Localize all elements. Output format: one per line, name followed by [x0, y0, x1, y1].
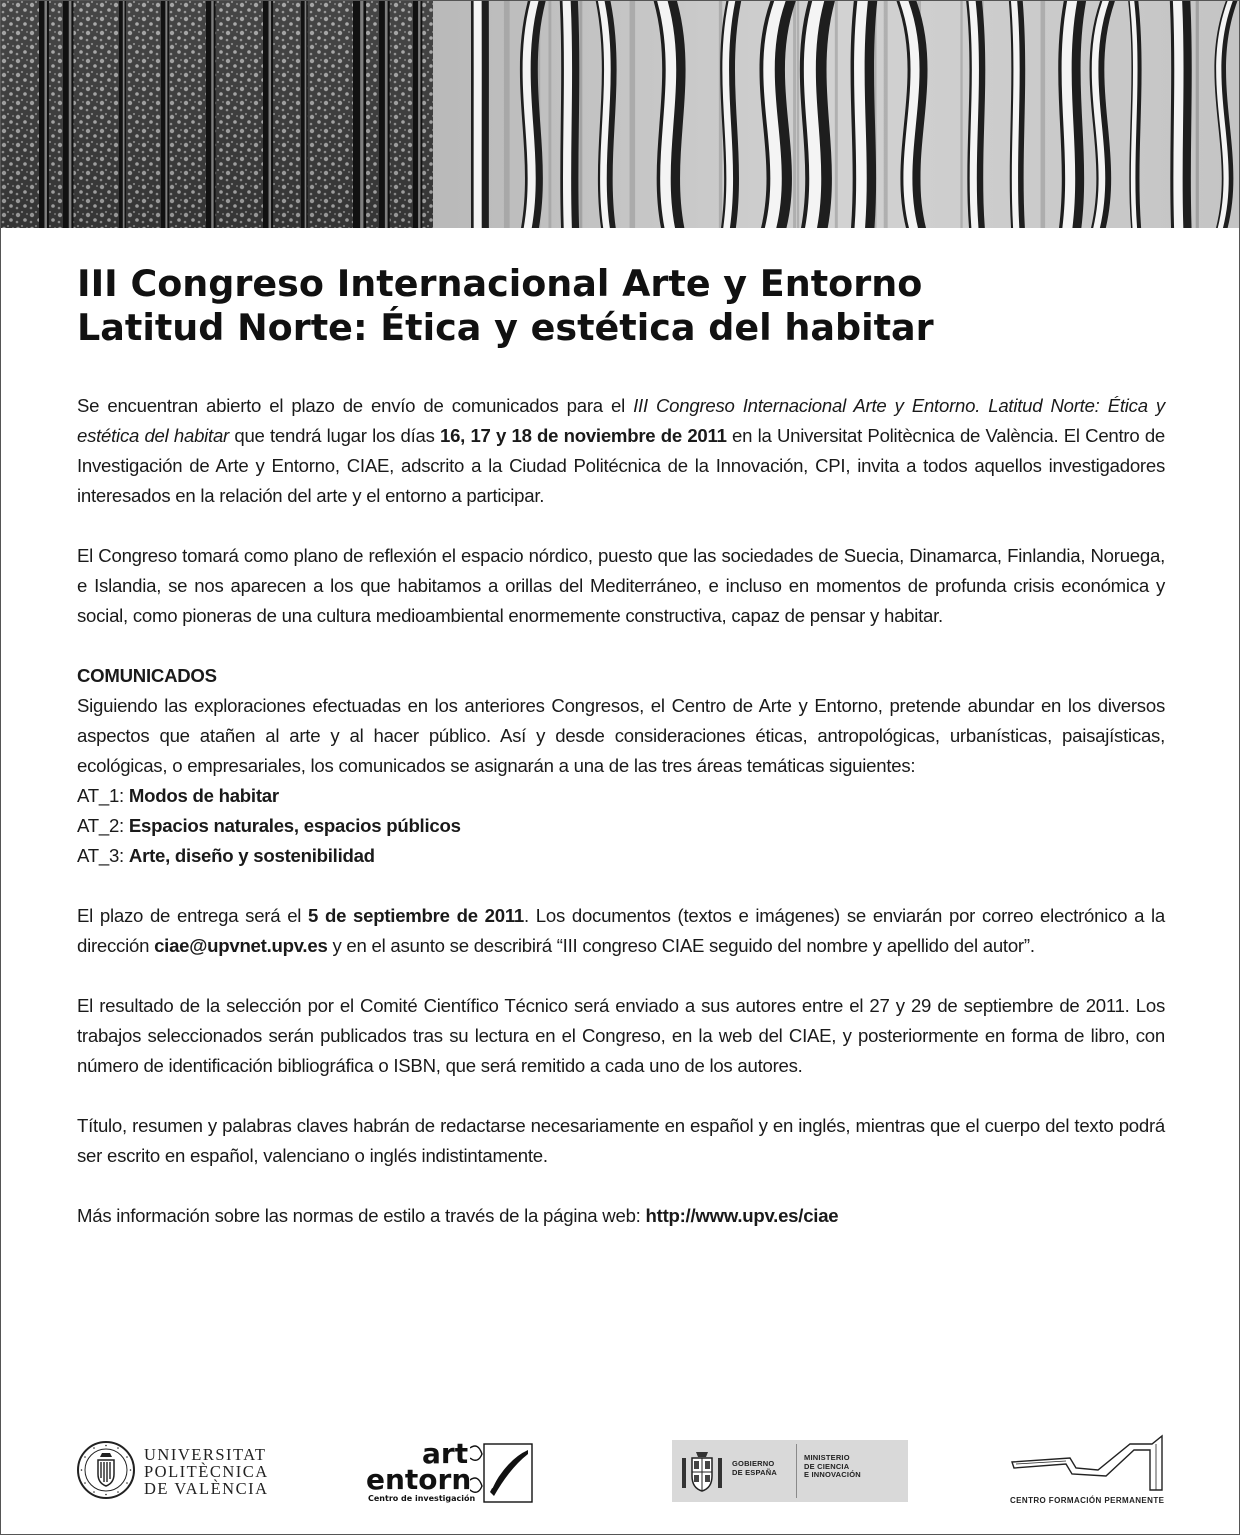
more-info-text: Más información sobre las normas de estilo a través de la página web:: [77, 1205, 646, 1226]
language-paragraph: Título, resumen y palabras claves habrán de redactarse necesariamente en español y en inglés, mientras que el cuerpo del texto podrá ser escrito en español, valenciano o inglés indistintamente.: [77, 1115, 1165, 1166]
intro-text-1: Se encuentran abierto el plazo de envío de comunicados para el: [77, 395, 634, 416]
area-name: Arte, diseño y sostenibilidad: [128, 845, 375, 866]
intro-text-3: en la Universitat Politècnica de València. El Centro de Investigación de Arte y Entorno, CIAE, adscrito a la Ciudad Politécnica de la Innovación, CPI, invita a todos aquellos investigadores interesados en la relación del arte y el entorno a participar.: [77, 425, 1166, 506]
sponsor-logos: [0, 1400, 1240, 1510]
area-code: AT_2:: [77, 815, 129, 836]
comunicados-heading: COMUNICADOS: [77, 665, 217, 686]
upv-name: [144, 1446, 284, 1497]
tree-trunk: [474, 1, 482, 228]
tree-trunk: [385, 1, 388, 228]
congress-dates: 16, 17 y 18 de noviembre de 2011: [440, 425, 727, 446]
tree-trunk: [263, 1, 273, 228]
tree-trunk: [39, 1, 49, 228]
tree-trunk: [63, 1, 73, 228]
ministerio-text: MINISTERIO DE CIENCIA E INNOVACIÓN: [804, 1453, 861, 1479]
tree-trunk: [211, 1, 213, 228]
tree-trunk: [563, 1, 573, 228]
tree-trunk: [548, 1, 551, 228]
tree-trunk: [1196, 1, 1199, 228]
upv-name-line: POLITÈCNICA: [144, 1462, 269, 1481]
area-code: AT_1:: [77, 785, 129, 806]
tree-trunk: [360, 1, 363, 228]
tree-trunk: [504, 1, 510, 228]
snowy-forest-photo: [1, 1, 1239, 228]
area-item-at1: [77, 781, 1165, 811]
area-name: Modos de habitar: [128, 785, 279, 806]
gobierno-text: GOBIERNO DE ESPAÑA: [732, 1459, 778, 1477]
cfp-logo: [1010, 1430, 1165, 1506]
tree-trunk: [44, 1, 46, 228]
nordic-paragraph: El Congreso tomará como plano de reflexión el espacio nórdico, puesto que las sociedades de Suecia, Dinamarca, Finlandia, Noruega, e Islandia, se nos aparecen a los que habitamos a orillas del Mediterráneo, e incluso en momentos de profunda crisis económica y social, como pioneras de una cultura medioambiental enormemente constructiva, capaz de pensar y habitar.: [77, 545, 1165, 626]
area-name: Espacios naturales, espacios públicos: [128, 815, 461, 836]
more-info-paragraph: [77, 1201, 1165, 1231]
upv-name-line: DE VALÈNCIA: [144, 1479, 269, 1498]
tree-trunk: [1173, 1, 1184, 228]
building-outline-icon: [1010, 1430, 1165, 1492]
tree-trunk: [418, 1, 420, 228]
contact-email-link[interactable]: ciae@upvnet.upv.es: [154, 935, 328, 956]
deadline-text-2: . Los documentos (textos e imágenes) se enviarán por correo electrónico a la dirección: [77, 905, 1165, 956]
deadline-paragraph: [77, 901, 1165, 961]
tree-trunk: [161, 1, 169, 228]
tree-trunk: [960, 1, 962, 228]
intro-paragraph: [77, 391, 1165, 511]
results-paragraph: El resultado de la selección por el Comité Científico Técnico será enviado a sus autores entre el 27 y 29 de septiembre de 2011. Los trabajos seleccionados serán publicados tras su lectura en el Congreso, en la web del CIAE, y posteriormente en forma de libro, con número de identificación bibliográfica o ISBN, que será remitido a cada uno de los autores.: [77, 995, 1165, 1076]
arte-entorno-subtitle: Centro de investigación: [368, 1494, 476, 1503]
tree-trunk: [301, 1, 308, 228]
logo-divider: [796, 1444, 797, 1498]
deadline-text-3: y en el asunto se describirá “III congreso CIAE seguido del nombre y apellido del autor”.: [327, 935, 1035, 956]
tree-trunk: [835, 1, 838, 228]
deadline-date: 5 de septiembre de 2011: [308, 905, 525, 926]
upv-name-line: UNIVERSITAT: [144, 1445, 267, 1464]
tree-trunk: [206, 1, 216, 228]
arte-entorno-logo-icon: [470, 1442, 534, 1504]
upv-seal-icon: [76, 1440, 136, 1500]
tree-trunk: [305, 1, 307, 228]
body-text: [77, 391, 1165, 1231]
upv-logo: [76, 1440, 276, 1500]
area-item-at2: [77, 811, 1165, 841]
tree-trunk: [123, 1, 125, 228]
tree-trunk: [884, 1, 888, 228]
tree-trunk: [269, 1, 272, 228]
cfp-name: CENTRO FORMACIÓN PERMANENTE: [1010, 1496, 1165, 1505]
entorno-word: entorn: [366, 1463, 472, 1496]
congress-name: III Congreso Internacional Arte y Entorno. Latitud Norte: Ética y estética del habitar: [77, 395, 1165, 446]
intro-text-2: que tendrá lugar los días: [229, 425, 440, 446]
title-line-2: Latitud Norte: Ética y estética del habitar: [77, 306, 934, 349]
tree-trunk: [69, 1, 72, 228]
gobierno-ministerio-logo: [672, 1440, 908, 1502]
tree-trunk: [793, 1, 796, 228]
area-item-at3: [77, 841, 1165, 871]
thematic-areas-list: [77, 781, 1165, 871]
page-title: [77, 262, 1177, 350]
deadline-text-1: El plazo de entrega será el: [77, 905, 309, 926]
arte-entorno-logo: [366, 1437, 536, 1506]
comunicados-paragraph: Siguiendo las exploraciones efectuadas en los anteriores Congresos, el Centro de Arte y Entorno, pretende abundar en los diversos aspectos que atañen al arte y al hacer público. Así y desde consideraciones éticas, antropológicas, urbanísticas, paisajísticas, ecológicas, o empresariales, los comunicados se asignarán a una de las tres áreas temáticas siguientes:: [77, 695, 1165, 776]
tree-trunk: [165, 1, 167, 228]
tree-trunk: [797, 1, 799, 228]
website-link[interactable]: http://www.upv.es/ciae: [645, 1205, 839, 1226]
coat-of-arms-icon: [680, 1448, 724, 1494]
tree-trunk: [353, 1, 366, 228]
tree-trunk: [413, 1, 422, 228]
title-line-1: III Congreso Internacional Arte y Entorno: [77, 262, 923, 305]
tree-trunk: [1041, 1, 1046, 228]
tree-trunk: [119, 1, 126, 228]
tree-trunk: [630, 1, 636, 228]
arte-word: art: [422, 1437, 469, 1470]
area-code: AT_3:: [77, 845, 129, 866]
tree-trunk: [379, 1, 390, 228]
